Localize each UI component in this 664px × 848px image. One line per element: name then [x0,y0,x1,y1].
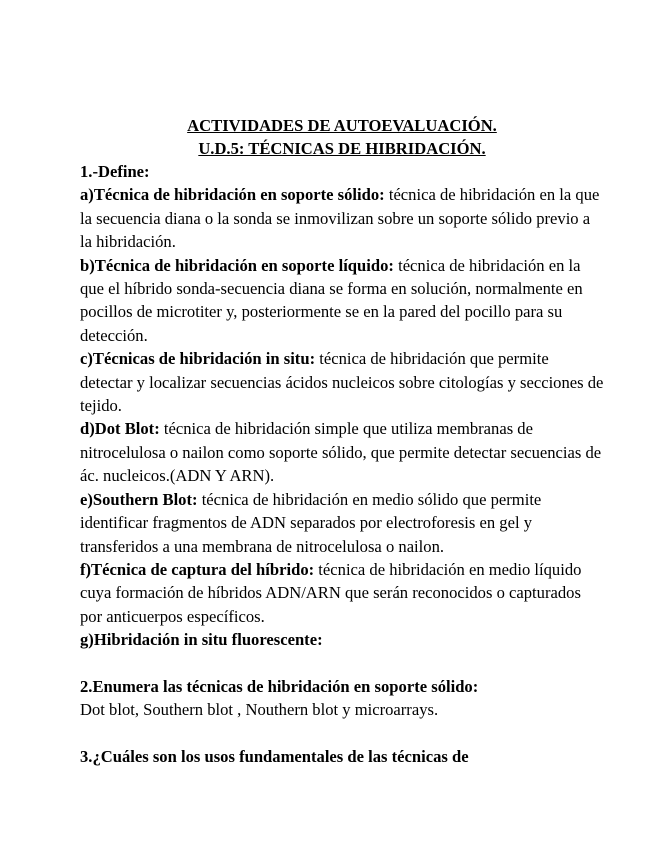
term-c: c)Técnicas de hibridación in situ: [80,349,316,369]
question-2-heading: 2.Enumera las técnicas de hibridación en soporte sólido: [80,676,479,696]
title-line-2: U.D.5: TÉCNICAS DE HIBRIDACIÓN. [198,139,486,158]
definition-d [80,417,604,487]
term-f: f)Técnica de captura del híbrido: [80,559,315,579]
definition-c-text: técnica de hibridación que permite detectar y localizar secuencias ácidos nucleicos sobre citologías y secciones de tejido. [80,349,604,416]
definition-d-text: técnica de hibridación simple que utiliza membranas de nitrocelulosa o nailon como soporte sólido, que permite detectar secuencias de ác. nucleicos.(ADN Y ARN). [80,419,602,486]
spacer [80,722,604,745]
definition-f-text: técnica de hibridación en medio líquido cuya formación de híbridos ADN/ARN que serán reconocidos o capturados por anticuerpos específicos. [80,559,582,626]
title-line-1: ACTIVIDADES DE AUTOEVALUACIÓN. [187,116,497,135]
term-e: e)Southern Blot: [80,489,198,509]
definition-f [80,558,604,628]
definition-e-text: técnica de hibridación en medio sólido que permite identificar fragmentos de ADN separados por electroforesis en gel y transferidos a una membrana de nitrocelulosa o nailon. [80,489,542,556]
definition-g [80,628,604,651]
definition-a [80,183,604,253]
definition-b-text: técnica de hibridación en la que el híbrido sonda-secuencia diana se forma en solución, normalmente en pocillos de microtiter y, posteriormente se en la pared del pocillo para su detección. [80,255,583,345]
definition-a-text: técnica de hibridación en la que la secuencia diana o la sonda se inmovilizan sobre un soporte sólido previo a la hibridación. [80,185,600,252]
question-3-heading: 3.¿Cuáles son los usos fundamentales de las técnicas de [80,747,469,767]
definition-c [80,347,604,417]
definition-e [80,488,604,558]
question-2-answer: Dot blot, Southern blot , Nouthern blot y microarrays. [80,700,439,720]
term-a: a)Técnica de hibridación en soporte sólido: [80,185,385,205]
question-1-heading: 1.-Define: [80,162,150,181]
term-b: b)Técnica de hibridación en soporte líquido: [80,255,394,275]
term-d: d)Dot Blot: [80,419,160,439]
spacer [80,652,604,675]
term-g: g)Hibridación in situ fluorescente: [80,630,323,650]
definition-b [80,254,604,348]
